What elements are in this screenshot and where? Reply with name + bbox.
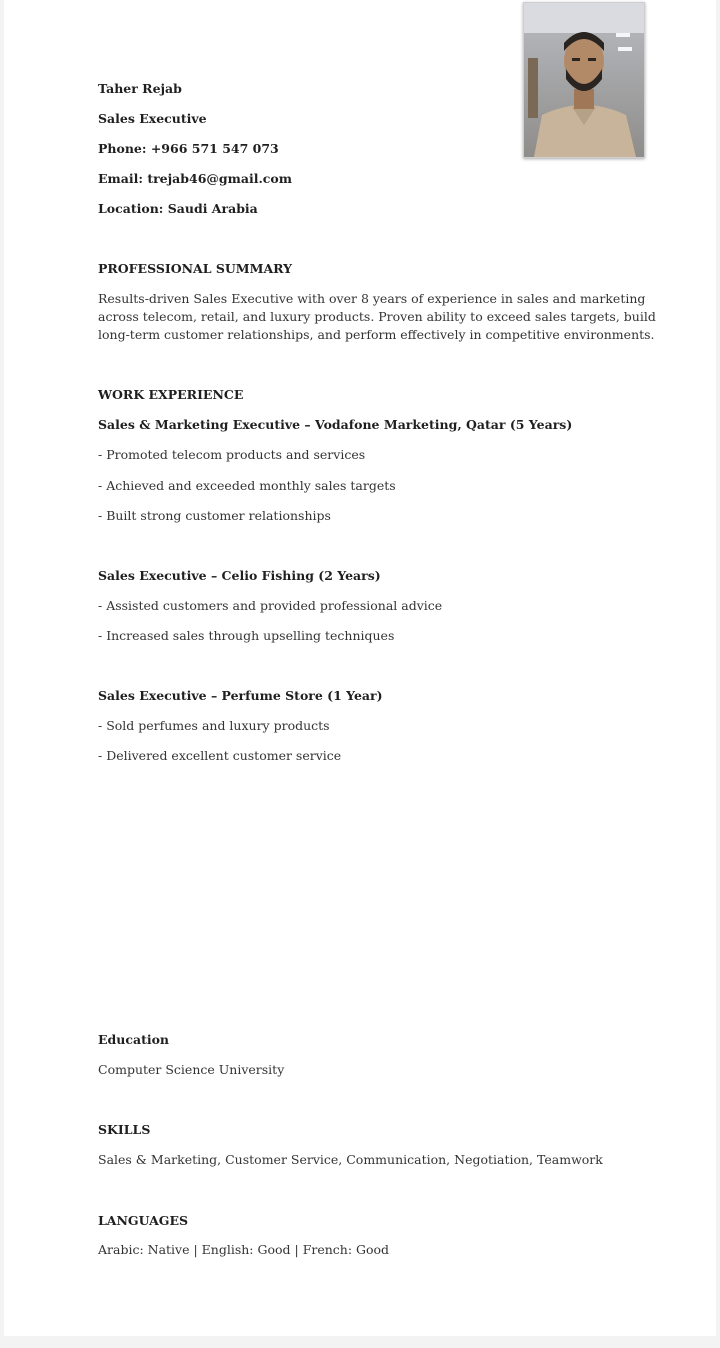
job-bullet: - Assisted customers and provided professional advice xyxy=(98,598,443,613)
location-line: Location: Saudi Arabia xyxy=(98,201,258,216)
candidate-name: Taher Rejab xyxy=(98,81,182,96)
summary-line: long-term customer relationships, and perform effectively in competitive environments. xyxy=(98,327,655,342)
job-title: Sales & Marketing Executive – Vodafone Marketing, Qatar (5 Years) xyxy=(98,417,573,432)
summary-line: across telecom, retail, and luxury products. Proven ability to exceed sales targets, build xyxy=(98,309,656,324)
summary-line: Results-driven Sales Executive with over 8 years of experience in sales and marketing xyxy=(98,291,646,306)
email-line: Email: trejab46@gmail.com xyxy=(98,171,292,186)
education-heading: Education xyxy=(98,1032,170,1047)
job-bullet: - Achieved and exceeded monthly sales targets xyxy=(98,478,396,493)
languages-heading: LANGUAGES xyxy=(98,1213,189,1228)
skills-text: Sales & Marketing, Customer Service, Communication, Negotiation, Teamwork xyxy=(98,1152,603,1167)
profile-photo-image xyxy=(524,3,644,157)
experience-heading: WORK EXPERIENCE xyxy=(98,387,244,402)
job-bullet: - Delivered excellent customer service xyxy=(98,748,342,763)
summary-heading: PROFESSIONAL SUMMARY xyxy=(98,261,293,276)
skills-heading: SKILLS xyxy=(98,1122,151,1137)
candidate-title: Sales Executive xyxy=(98,111,207,126)
resume-page xyxy=(4,0,716,1336)
job-title: Sales Executive – Celio Fishing (2 Years) xyxy=(98,568,381,583)
job-bullet: - Promoted telecom products and services xyxy=(98,447,366,462)
job-bullet: - Increased sales through upselling techniques xyxy=(98,628,395,643)
job-title: Sales Executive – Perfume Store (1 Year) xyxy=(98,688,383,703)
profile-photo xyxy=(523,2,645,158)
phone-line: Phone: +966 571 547 073 xyxy=(98,141,279,156)
job-bullet: - Sold perfumes and luxury products xyxy=(98,718,330,733)
education-text: Computer Science University xyxy=(98,1062,285,1077)
languages-text: Arabic: Native | English: Good | French: Good xyxy=(98,1242,390,1257)
job-bullet: - Built strong customer relationships xyxy=(98,508,331,523)
